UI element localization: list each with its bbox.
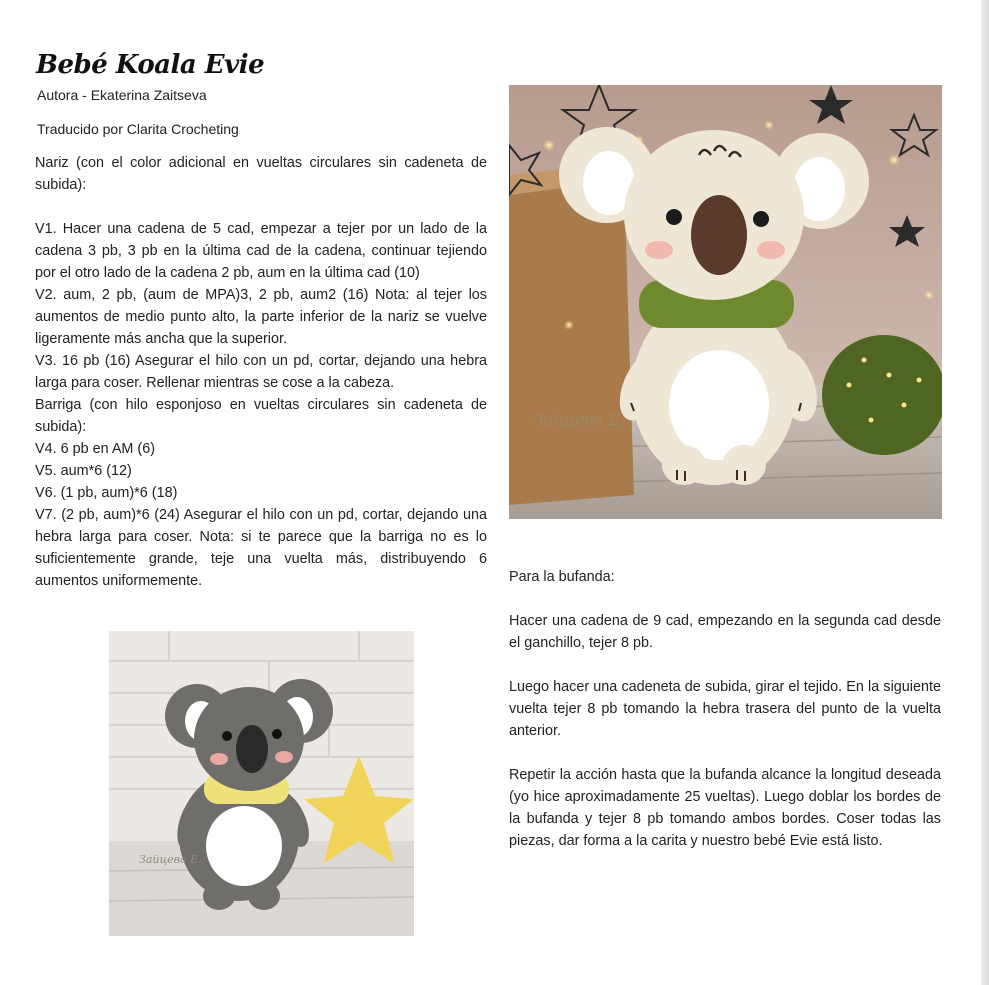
spacer <box>509 654 941 676</box>
scarf-paragraph-3: Repetir la acción hasta que la bufanda alcance la longitud deseada (yo hice aproximadamente 25 vueltas). Luego doblar los bordes de la bufanda y tejer 8 pb tomando ambos bordes. Coser todas las piezas, dar forma a la carita y nuestro bebé Evie está listo. <box>509 767 941 849</box>
page-edge-shadow <box>981 0 989 985</box>
photo-grey-koala <box>109 631 414 936</box>
photo-signature-2: Зайцева Е. <box>139 853 202 866</box>
round-v4: V4. 6 pb en AM (6) <box>35 441 155 457</box>
round-v3: V3. 16 pb (16) Asegurar el hilo con un pd, cortar, dejando una hebra larga para coser. Rellenar mientras se cose a la cabeza. <box>35 353 487 391</box>
translator-credit: Traducido por Clarita Crocheting <box>37 121 239 137</box>
scarf-paragraph-1: Hacer una cadena de 9 cad, empezando en la segunda cad desde el ganchillo, tejer 8 pb. <box>509 613 941 651</box>
round-v2: V2. aum, 2 pb, (aum de MPA)3, 2 pb, aum2 (16) Nota: al tejer los aumentos de medio punto alto, la parte inferior de la nariz se vuelve ligeramente más ancha que la superior. <box>35 287 487 347</box>
scarf-paragraph-2: Luego hacer una cadeneta de subida, girar el tejido. En la siguiente vuelta tejer 8 pb tomando la hebra trasera del punto de la vuelta anterior. <box>509 679 941 739</box>
belly-intro: Barriga (con hilo esponjoso en vueltas circulares sin cadeneta de subida): <box>35 397 487 435</box>
photo-cream-koala <box>509 85 942 519</box>
page-title: Bebé Koala Evie <box>36 50 265 80</box>
scarf-title: Para la bufanda: <box>509 569 615 585</box>
round-v1: V1. Hacer una cadena de 5 cad, empezar a tejer por un lado de la cadena 3 pb, 3 pb en la última cad de la cadena, continuar tejiendo por el otro lado de la cadena 2 pb, aum en la última cad (10) <box>35 221 487 281</box>
round-v6: V6. (1 pb, aum)*6 (18) <box>35 485 178 501</box>
round-v5: V5. aum*6 (12) <box>35 463 132 479</box>
round-v7: V7. (2 pb, aum)*6 (24) Asegurar el hilo con un pd, cortar, dejando una hebra larga para coser. Nota: si te parece que la barriga no es lo suficientemente grande, teje una vuelta más, distribuyendo 6 aumentos uniformemente. <box>35 507 487 589</box>
nose-intro: Nariz (con el color adicional en vueltas circulares sin cadeneta de subida): <box>35 155 487 193</box>
spacer <box>35 196 487 218</box>
pattern-text-right <box>509 566 941 852</box>
pattern-text-left <box>35 152 487 592</box>
author-credit: Autora - Ekaterina Zaitseva <box>37 87 207 103</box>
spacer <box>509 742 941 764</box>
spacer <box>509 588 941 610</box>
photo-signature-1: Зайцева Е. <box>534 410 626 429</box>
